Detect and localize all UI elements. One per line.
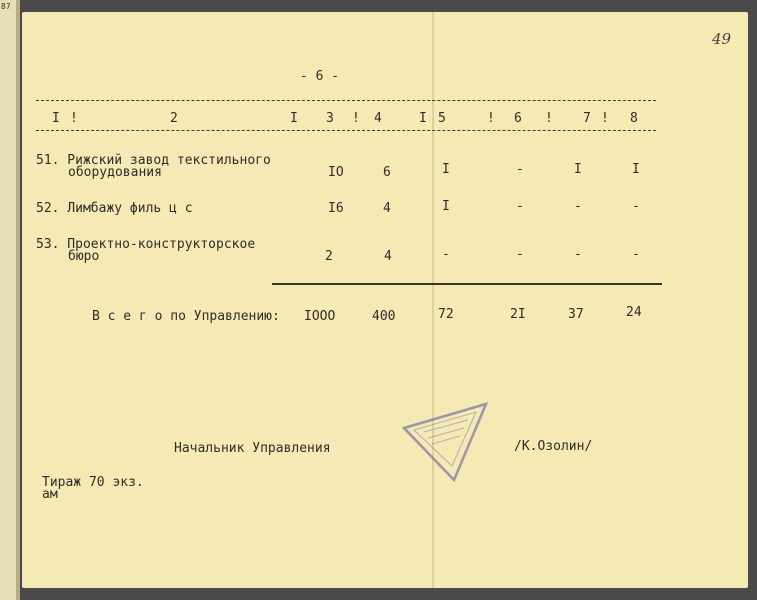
cell-col4: 4 — [383, 201, 391, 216]
cell-col6: - — [516, 162, 524, 177]
header-sep: ! — [70, 111, 78, 126]
cell-col7: - — [574, 199, 582, 214]
cell-col7: I — [574, 162, 582, 177]
header-sep: ! — [487, 111, 495, 126]
header-top-rule — [36, 100, 656, 101]
cell-col3: 2 — [325, 249, 333, 264]
cell-col3: I6 — [328, 201, 344, 216]
header-sep: ! — [352, 111, 360, 126]
header-col: I — [52, 111, 60, 126]
cell-col6: - — [516, 247, 524, 262]
total-col7: 37 — [568, 307, 584, 322]
total-label: В с е г о по Управлению: — [92, 309, 280, 324]
header-sep: ! — [601, 111, 609, 126]
header-col: 2 — [170, 111, 178, 126]
total-col4: 400 — [372, 309, 396, 324]
total-col3: IOOO — [304, 309, 336, 324]
page-number: - 6 - — [300, 69, 340, 84]
header-sep: I — [419, 111, 427, 126]
total-rule — [272, 283, 662, 285]
left-page-edge — [0, 0, 20, 600]
total-col5: 72 — [438, 307, 454, 322]
header-col: 3 — [326, 111, 334, 126]
cell-col6: - — [516, 199, 524, 214]
cell-col5: I — [442, 162, 450, 177]
row-label-line2: бюро — [68, 249, 100, 264]
cell-col8: I — [632, 162, 640, 177]
total-col8: 24 — [626, 305, 642, 320]
cell-col5: - — [442, 247, 450, 262]
total-col6: 2I — [510, 307, 526, 322]
row-label-line1: 51. Рижский завод текстильного — [36, 153, 271, 168]
header-col: 6 — [514, 111, 522, 126]
cell-col7: - — [574, 247, 582, 262]
signature-title: Начальник Управления — [174, 441, 331, 456]
left-page-number: 87 — [1, 2, 11, 11]
cell-col4: 4 — [384, 249, 392, 264]
row-label-line1: 52. Лимбажу филь ц с — [36, 201, 193, 216]
header-col: 5 — [438, 111, 446, 126]
document-sheet — [22, 12, 748, 588]
header-bottom-rule — [36, 130, 656, 131]
cell-col3: IO — [328, 165, 344, 180]
cell-col8: - — [632, 199, 640, 214]
archive-stamp-icon — [402, 402, 492, 482]
header-sep: ! — [545, 111, 553, 126]
cell-col5: I — [442, 199, 450, 214]
cell-col8: - — [632, 247, 640, 262]
signature-name: /К.Озолин/ — [514, 439, 593, 454]
row-label-line2: оборудования — [68, 165, 162, 180]
page-fold — [432, 12, 434, 588]
header-col: 7 — [583, 111, 591, 126]
cell-col4: 6 — [383, 165, 391, 180]
header-col: 8 — [630, 111, 638, 126]
archive-number: 49 — [712, 30, 732, 48]
typist-initials: ам — [42, 487, 58, 502]
header-col: 4 — [374, 111, 382, 126]
print-run: Тираж 70 экз. — [42, 475, 144, 490]
header-sep: I — [290, 111, 298, 126]
row-label-line1: 53. Проектно-конструкторское — [36, 237, 256, 252]
